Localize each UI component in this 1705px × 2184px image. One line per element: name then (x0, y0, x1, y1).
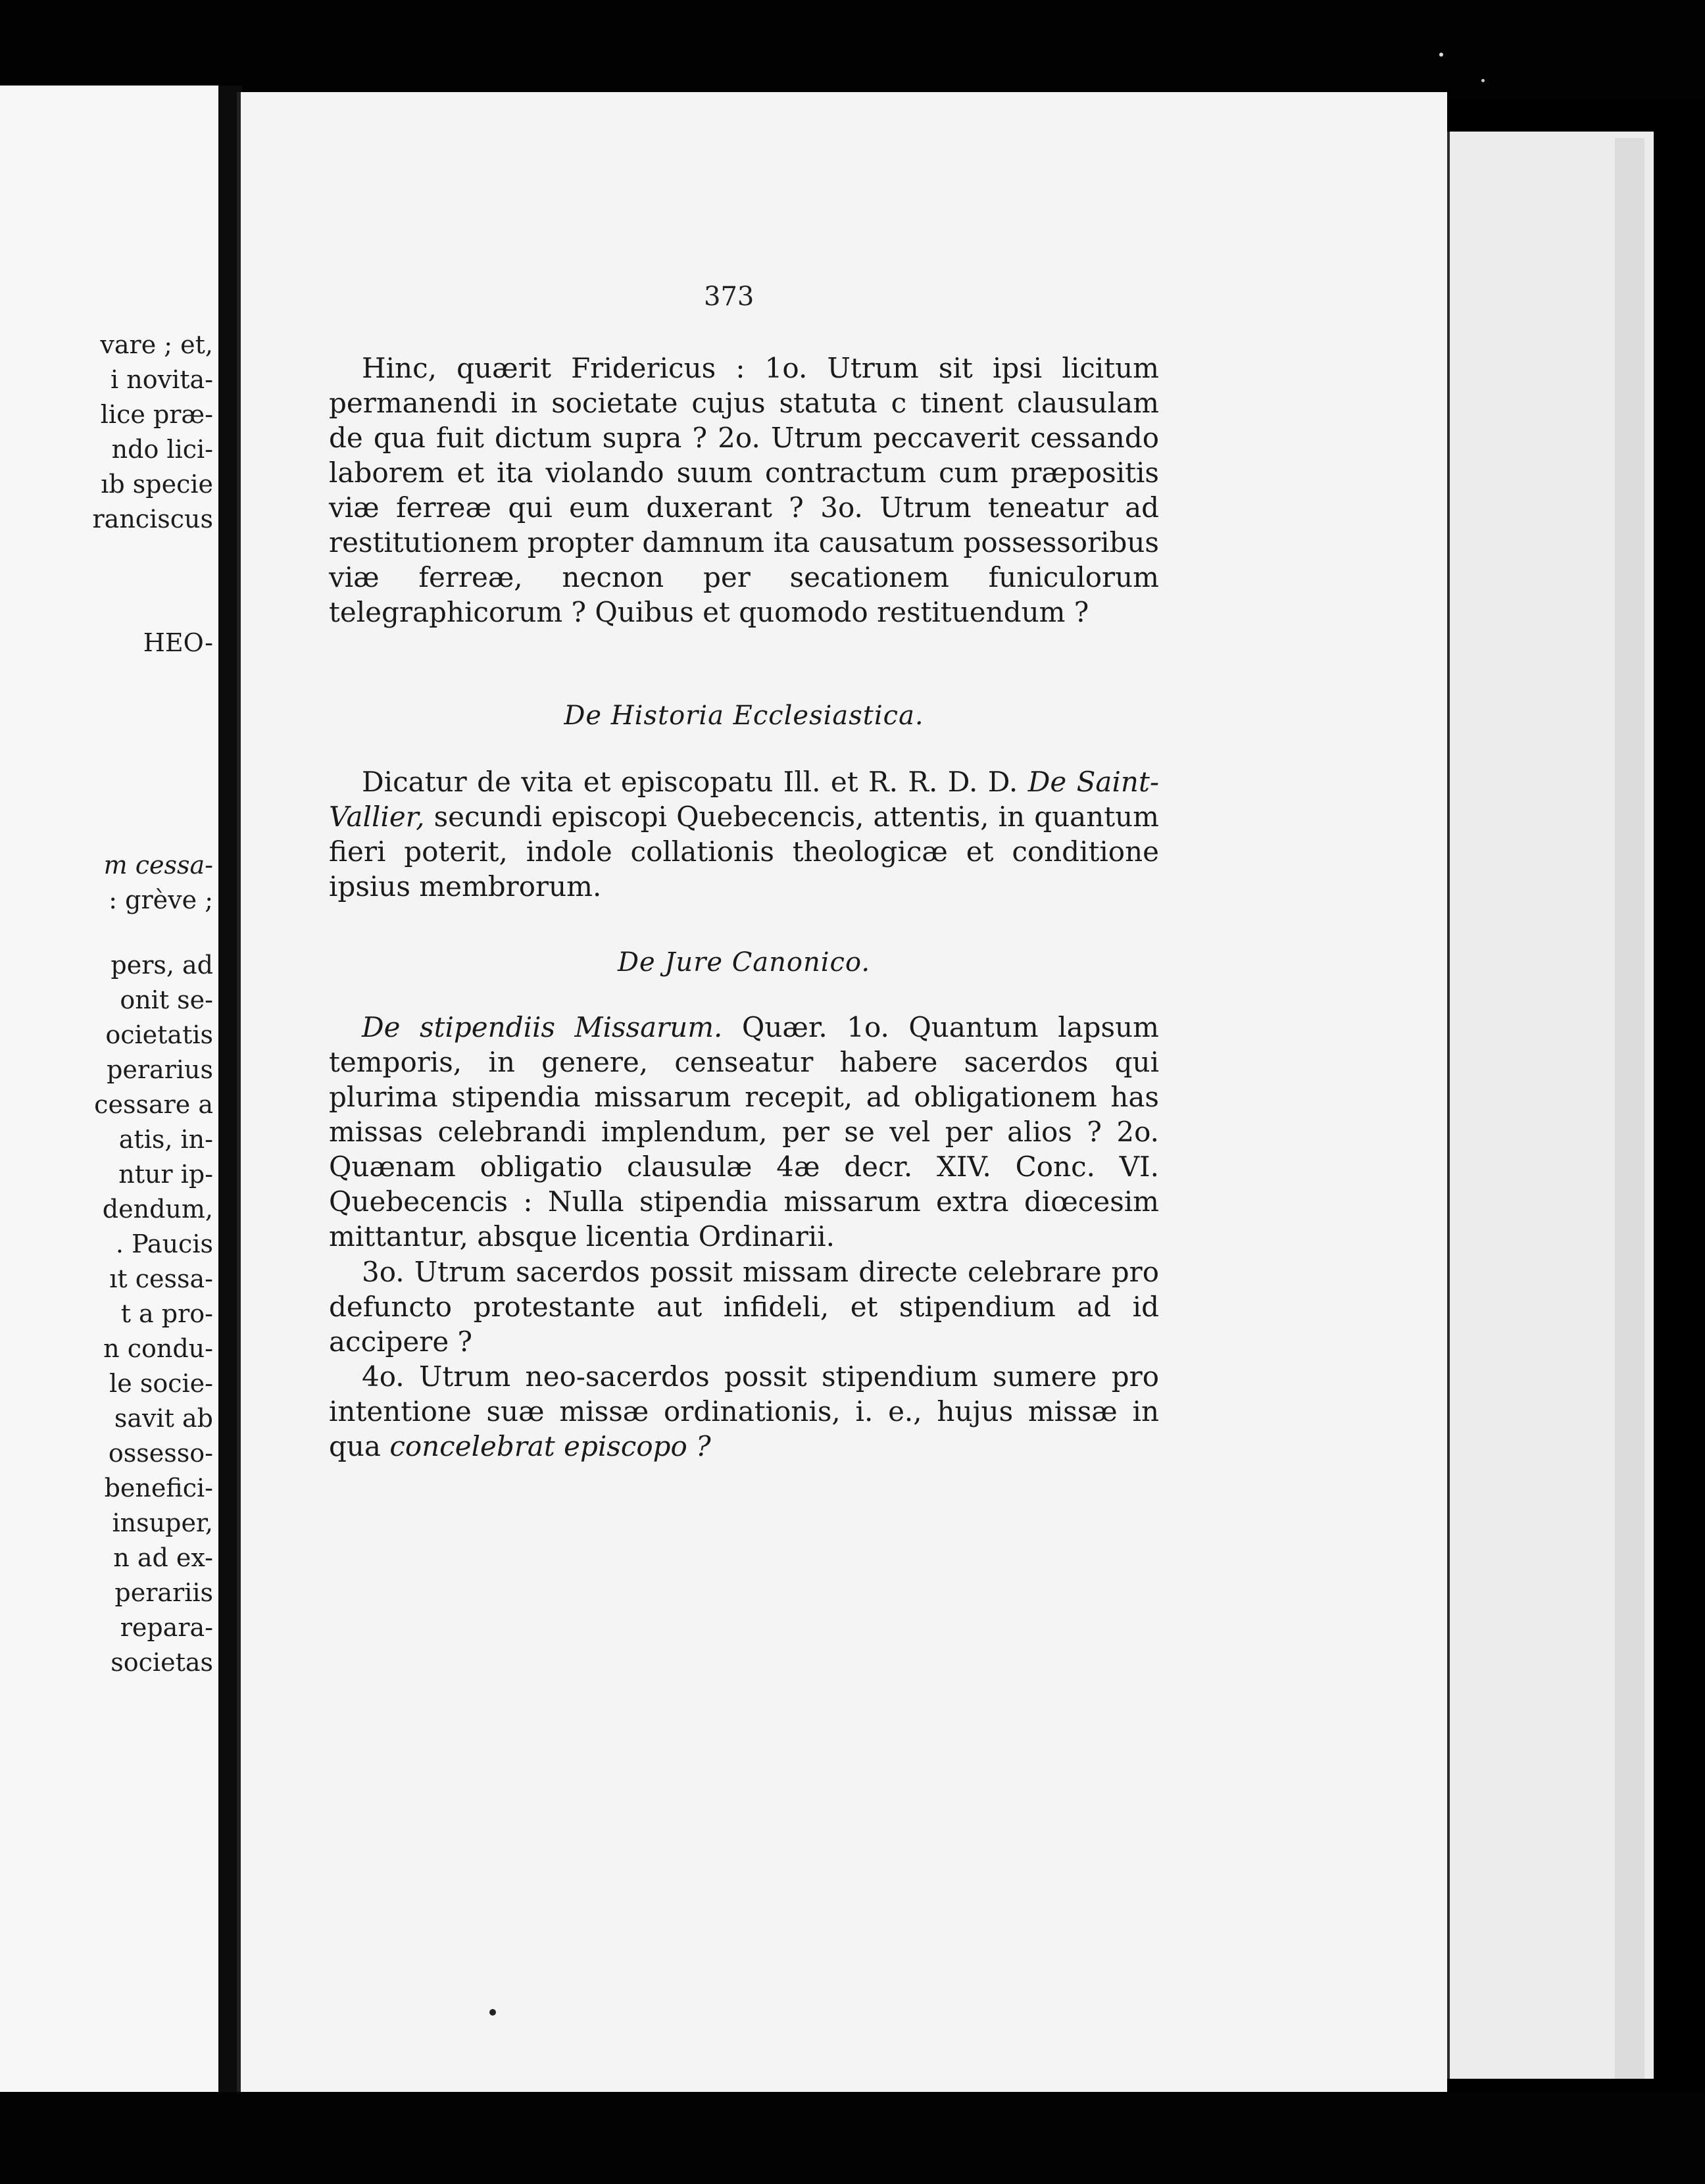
paragraph-historia (329, 764, 1159, 904)
left-line: perariis (114, 1578, 213, 1607)
page-speck (489, 2009, 496, 2016)
left-line: t a pro- (120, 1299, 213, 1328)
paragraph-question-4-end: concelebrat episcopo ? (389, 1430, 711, 1462)
paragraph-stipendiis-title: De stipendiis Missarum. (362, 1011, 723, 1043)
page-number: 373 (704, 282, 754, 312)
left-line: repara- (120, 1613, 213, 1642)
left-line: atis, in- (118, 1125, 213, 1154)
left-line: ossesso- (108, 1439, 213, 1468)
scan-speck (1481, 79, 1485, 82)
left-line: lice præ- (100, 400, 213, 429)
heading-historia-ecclesiastica: De Historia Ecclesiastica. (564, 701, 924, 731)
left-line: HEO- (143, 628, 213, 657)
left-line: savit ab (114, 1404, 213, 1433)
left-line: le socie- (109, 1369, 213, 1398)
left-line: ndo lici- (111, 435, 213, 464)
left-line: benefici- (104, 1474, 213, 1502)
scan-speck (1439, 53, 1443, 57)
page-edge-stack-inner (1615, 138, 1644, 2079)
paragraph-stipendiis-body: Quær. 1o. Quantum lapsum temporis, in genere, censeatur habere sacerdos qui plurima stipendia missarum recepit, ad obligationem has missas celebrandi implendum, per se vel per alios ? 2o. Quænam obligatio clausulæ 4æ decr. XIV. Conc. VI. Quebecencis : Nulla stipendia missarum extra diœcesim mittantur, absque licentia Ordinarii. (329, 1011, 1159, 1253)
left-line: cessare a (94, 1090, 213, 1119)
left-line: pers, ad (111, 951, 213, 980)
paragraph-historia-part2: secundi episcopi Quebecencis, attentis, in quantum fieri poterit, indole collationis theologicæ et conditione ipsius membrorum. (329, 801, 1159, 903)
paragraph-historia-name: De Saint-Vallier, (329, 766, 1160, 833)
left-line: ocietatis (105, 1020, 213, 1049)
left-line: : grève ; (109, 885, 213, 914)
left-line: ranciscus (92, 505, 213, 534)
left-line: insuper, (112, 1508, 213, 1537)
left-line: ntur ip- (118, 1160, 213, 1189)
left-line: m cessa- (103, 851, 213, 880)
left-line: societas (111, 1648, 213, 1677)
left-line: n ad ex- (113, 1543, 213, 1572)
left-line: ıb specie (101, 470, 213, 499)
paragraph-stipendiis (329, 1010, 1159, 1254)
left-line: ıt cessa- (109, 1264, 213, 1293)
left-line: i novita- (111, 365, 213, 394)
left-line: n condu- (103, 1334, 213, 1363)
heading-jure-canonico: De Jure Canonico. (617, 947, 871, 978)
left-line: vare ; et, (100, 330, 213, 359)
paragraph-historia-part1: Dicatur de vita et episcopatu Ill. et R. R. D. D. (362, 766, 1028, 798)
left-line: onit se- (120, 985, 213, 1014)
paragraph-question-4 (329, 1359, 1159, 1464)
left-facing-page (0, 86, 222, 2092)
left-line: perarius (107, 1055, 213, 1084)
paragraph-question-4-body: 4o. Utrum neo-sacerdos possit stipendium sumere pro intentione suæ missæ ordinationis, i. e., hujus missæ in qua (329, 1360, 1159, 1462)
scan-border-bottom (0, 2092, 1705, 2184)
scan-border-top (0, 0, 1705, 99)
paragraph-question-3: 3o. Utrum sacerdos possit missam directe celebrare pro defuncto protestante aut infideli, et stipendium ad id accipere ? (329, 1256, 1159, 1358)
paragraph-question-fridericus: Hinc, quærit Fridericus : 1o. Utrum sit ipsi licitum permanendi in societate cujus statuta c tinent clausulam de qua fuit dictum supra ? 2o. Utrum peccaverit cessando laborem et ita violando suum contractum cum præpositis viæ ferreæ qui eum duxerant ? 3o. Utrum teneatur ad restitutionem propter damnum ita causatum possessoribus viæ ferreæ, necnon per secationem funiculorum telegraphicorum ? Quibus et quomodo restituendum ? (329, 352, 1159, 628)
left-line: . Paucis (115, 1229, 213, 1258)
left-line: dendum, (102, 1195, 213, 1224)
